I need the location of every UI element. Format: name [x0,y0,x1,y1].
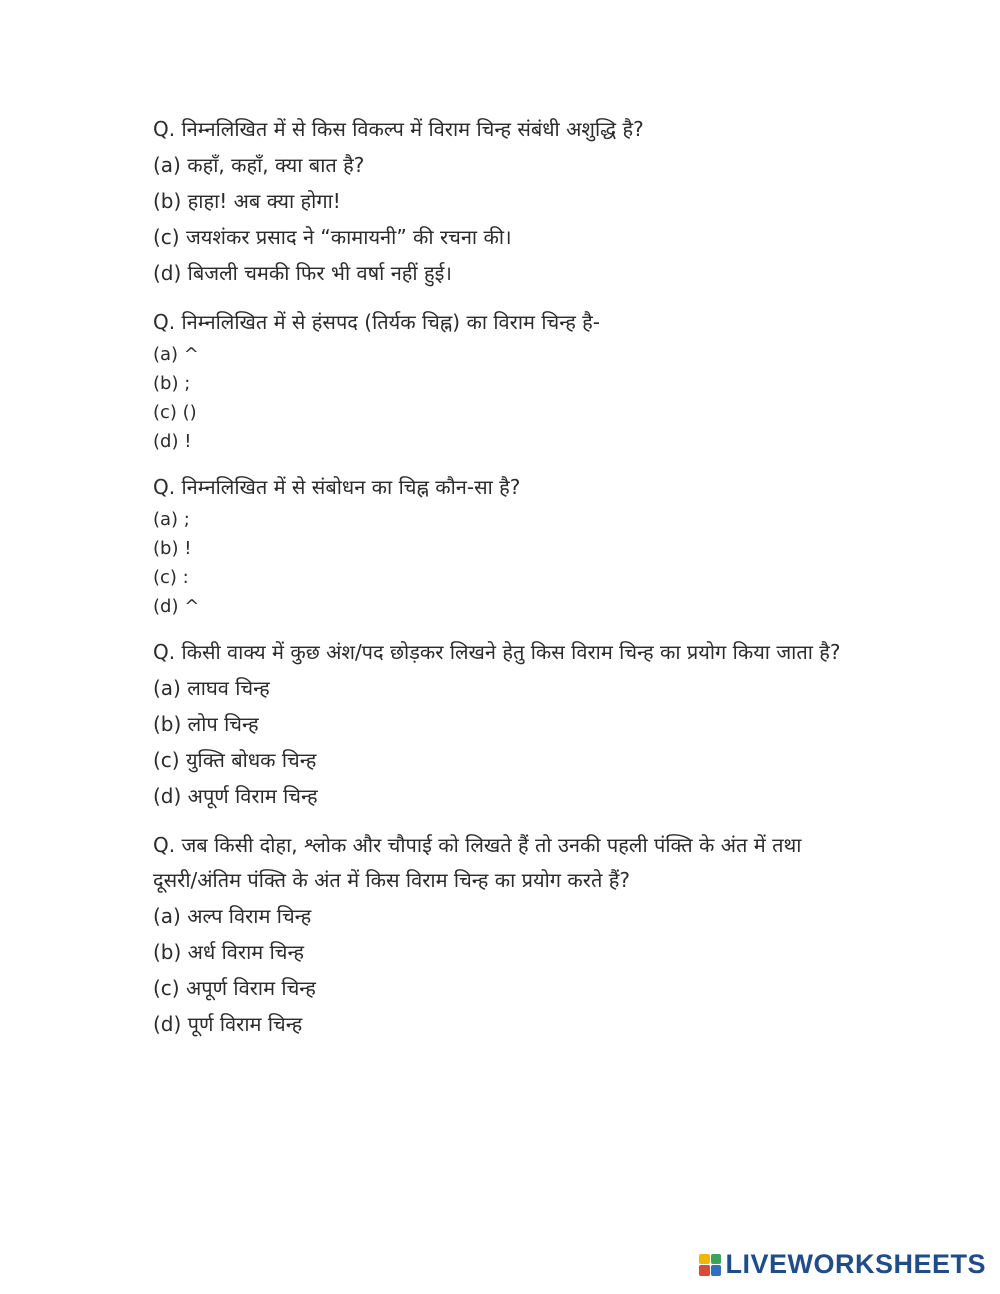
option-d: (d) बिजली चमकी फिर भी वर्षा नहीं हुई। [153,261,452,285]
brand-name: LIVEWORKSHEETS [725,1249,986,1279]
option-list [153,340,843,456]
logo-tile [699,1254,710,1265]
worksheet-content [153,112,843,1056]
question-text: Q. निम्नलिखित में से संबोधन का चिह्न कौन-सा है? [153,475,521,499]
option-d: (d) ^ [153,596,200,617]
option-a: (a) कहाँ, कहाँ, क्या बात है? [153,153,365,177]
logo-tile [711,1265,722,1276]
question-5 [153,828,843,1042]
option-list [153,670,843,814]
option-a: (a) ^ [153,344,199,365]
option-list [153,505,843,621]
option-c: (c) : [153,567,189,588]
question-4 [153,635,843,814]
option-b: (b) ! [153,538,192,559]
option-c: (c) युक्ति बोधक चिन्ह [153,748,317,772]
logo-tile [699,1265,710,1276]
liveworksheets-logo [699,1249,986,1280]
question-1 [153,112,843,291]
option-d: (d) पूर्ण विराम चिन्ह [153,1012,303,1036]
option-a: (a) लाघव चिन्ह [153,676,270,700]
option-c: (c) अपूर्ण विराम चिन्ह [153,976,316,1000]
question-text: Q. निम्नलिखित में से किस विकल्प में विराम चिन्ह संबंधी अशुद्धि है? [153,117,644,141]
option-b: (b) ; [153,373,191,394]
logo-grid-icon [699,1254,721,1276]
question-2 [153,305,843,456]
option-a: (a) अल्प विराम चिन्ह [153,904,312,928]
logo-tile [711,1254,722,1265]
option-d: (d) ! [153,431,192,452]
option-list [153,147,843,291]
option-b: (b) लोप चिन्ह [153,712,259,736]
question-3 [153,470,843,621]
option-c: (c) () [153,402,197,423]
question-text: Q. निम्नलिखित में से हंसपद (तिर्यक चिह्न) का विराम चिन्ह है- [153,310,601,334]
option-b: (b) अर्ध विराम चिन्ह [153,940,305,964]
option-list [153,898,843,1042]
option-c: (c) जयशंकर प्रसाद ने “कामायनी” की रचना की। [153,225,512,249]
option-a: (a) ; [153,509,190,530]
option-b: (b) हाहा! अब क्या होगा! [153,189,341,213]
question-text: Q. किसी वाक्य में कुछ अंश/पद छोड़कर लिखने हेतु किस विराम चिन्ह का प्रयोग किया जाता है? [153,640,841,664]
question-text: Q. जब किसी दोहा, श्लोक और चौपाई को लिखते हैं तो उनकी पहली पंक्ति के अंत में तथा दूसरी/अंतिम पंक्ति के अंत में किस विराम चिन्ह का प्रयोग करते हैं? [153,833,802,892]
option-d: (d) अपूर्ण विराम चिन्ह [153,784,318,808]
